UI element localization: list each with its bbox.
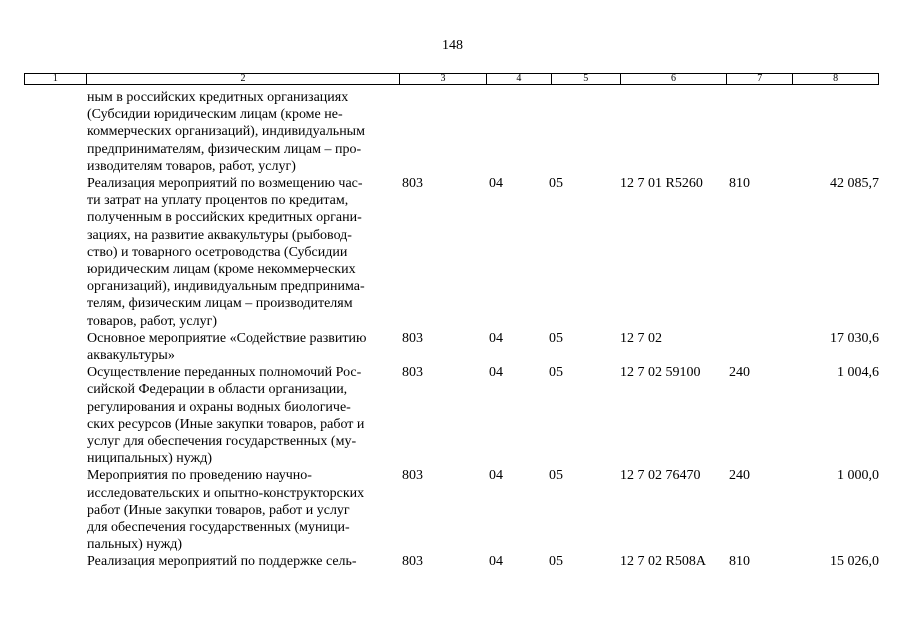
row-subsection-code: 05 (549, 554, 563, 570)
row-department-code (402, 89, 489, 175)
header-col-6: 6 (621, 74, 728, 84)
row-amount (789, 89, 879, 175)
table-row (24, 330, 879, 364)
row-expense-type: 240 (729, 365, 750, 381)
row-subsection-code: 05 (549, 176, 563, 192)
row-section-code (489, 89, 549, 175)
row-department-code: 803 (402, 176, 423, 192)
row-section-code: 04 (489, 468, 503, 484)
row-amount: 17 030,6 (830, 330, 879, 346)
row-target-code (620, 89, 729, 175)
row-col-1 (24, 330, 86, 364)
row-subsection-code: 05 (549, 330, 563, 346)
row-expense-type (729, 89, 789, 175)
header-col-5: 5 (552, 74, 621, 84)
row-amount: 42 085,7 (830, 176, 879, 192)
row-subsection-code (549, 89, 620, 175)
row-amount: 15 026,0 (830, 554, 879, 570)
row-item-name: Основное мероприятие «Содействие развитию аквакультуры» (87, 330, 367, 364)
row-item-name: ным в российских кредитных организациях (Субсидии юридическим лицам (кроме не- коммерческих организаций), индивидуальным предпринимателям, физическим лицам – про- изводителям товаров, работ, услуг) (87, 90, 365, 174)
table-row (24, 553, 879, 570)
row-expense-type: 240 (729, 468, 750, 484)
row-section-code: 04 (489, 330, 503, 346)
table-row (24, 364, 879, 467)
row-expense-type: 810 (729, 176, 750, 192)
row-item-name: Осуществление переданных полномочий Рос- сийской Федерации в области организации, регулирования и охраны водных биологиче- ских ресурсов (Иные закупки товаров, работ и услуг для обеспечения государственных (му- ниципальных) нужд) (87, 365, 365, 467)
table-body (24, 89, 879, 571)
header-col-1: 1 (25, 74, 87, 84)
row-section-code: 04 (489, 554, 503, 570)
row-subsection-code: 05 (549, 468, 563, 484)
row-col-1 (24, 89, 86, 175)
table-row (24, 467, 879, 553)
row-department-code: 803 (402, 330, 423, 346)
row-target-code: 12 7 02 59100 (620, 365, 701, 381)
row-target-code: 12 7 02 R508A (620, 554, 706, 570)
row-col-1 (24, 553, 86, 570)
row-item-name: Реализация мероприятий по поддержке сель- (87, 554, 357, 570)
row-expense-type (729, 330, 789, 364)
table-row (24, 175, 879, 330)
header-col-3: 3 (400, 74, 487, 84)
row-target-code: 12 7 02 76470 (620, 468, 701, 484)
row-col-1 (24, 175, 86, 330)
row-department-code: 803 (402, 365, 423, 381)
row-target-code: 12 7 01 R5260 (620, 176, 703, 192)
page-number: 148 (442, 38, 463, 53)
row-target-code: 12 7 02 (620, 330, 662, 346)
header-col-2: 2 (87, 74, 400, 84)
row-col-1 (24, 364, 86, 467)
row-amount: 1 004,6 (837, 365, 879, 381)
header-col-8: 8 (833, 73, 839, 84)
table-row (24, 89, 879, 175)
row-section-code: 04 (489, 176, 503, 192)
row-department-code: 803 (402, 554, 423, 570)
table-header (24, 73, 879, 85)
row-section-code: 04 (489, 365, 503, 381)
row-item-name: Реализация мероприятий по возмещению час- ти затрат на уплату процентов по кредитам, полученным в российских кредитных органи- зациях, на развитие аквакультуры (рыбовод- ство) и товарного осетроводства (Субсидии юридическим лицам (кроме некоммерческих организаций), индивидуальным предпринима- телям, физическим лицам – производителям товаров, работ, услуг) (87, 176, 365, 329)
row-department-code: 803 (402, 468, 423, 484)
row-expense-type: 810 (729, 554, 750, 570)
header-col-4: 4 (487, 74, 552, 84)
row-col-1 (24, 467, 86, 553)
row-subsection-code: 05 (549, 365, 563, 381)
row-amount: 1 000,0 (837, 468, 879, 484)
row-item-name: Мероприятия по проведению научно- исследовательских и опытно-конструкторских работ (Иные закупки товаров, работ и услуг для обеспечения государственных (муници- пальных) нужд) (87, 468, 365, 553)
header-col-7: 7 (727, 74, 793, 84)
